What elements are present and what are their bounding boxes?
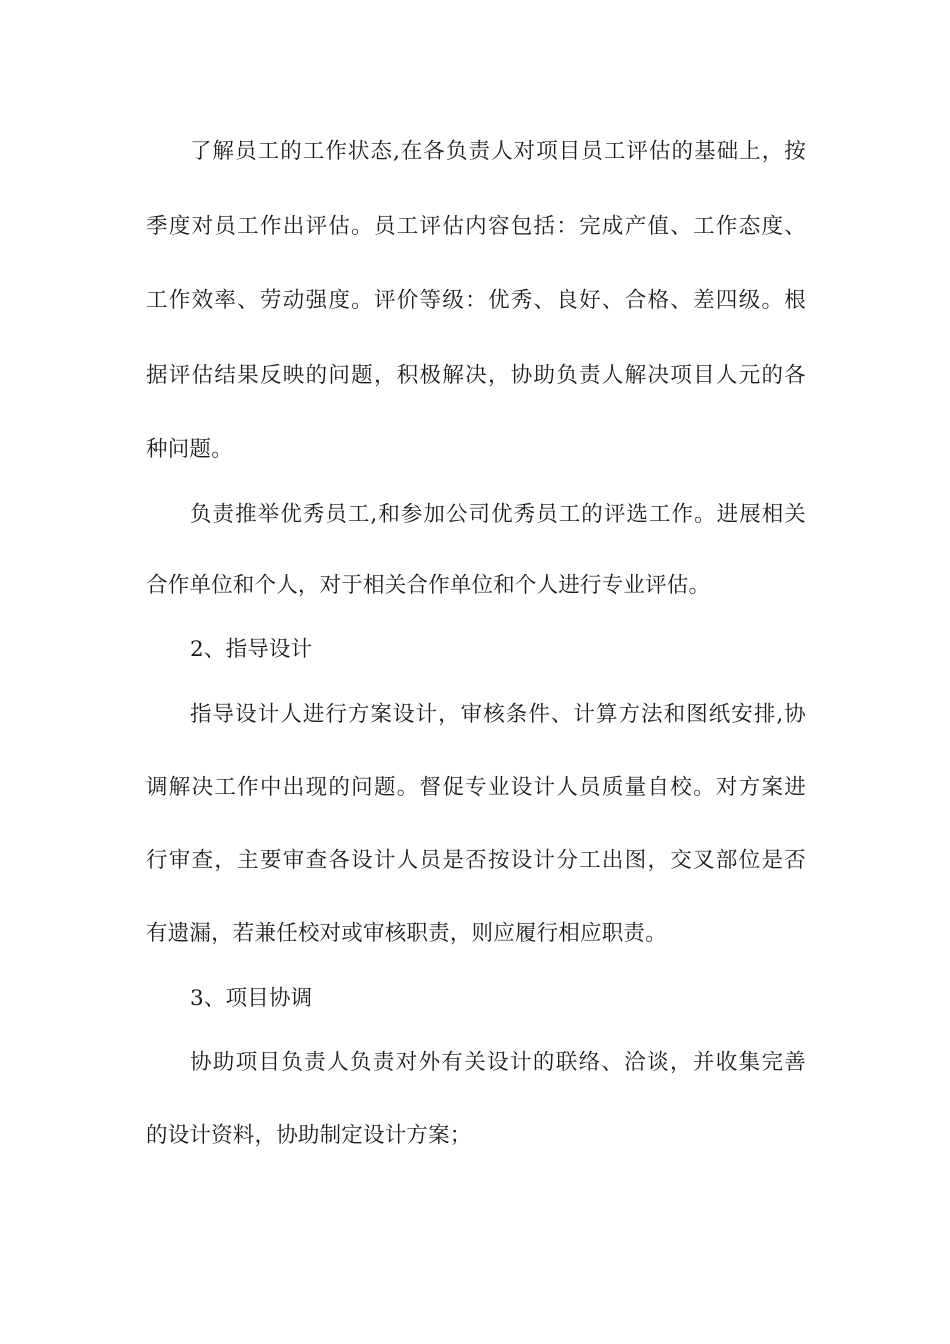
paragraph-3-line-3: 行审查，主要审查各设计人员是否按设计分工出图，交叉部位是否 <box>146 848 806 873</box>
paragraph-1-line-4: 据评估结果反映的问题，积极解决，协助负责人解决项目人元的各 <box>146 363 806 388</box>
paragraph-4-line-2: 的设计资料，协助制定设计方案； <box>146 1123 472 1148</box>
paragraph-3-line-1: 指导设计人进行方案设计，审核条件、计算方法和图纸安排,协 <box>190 702 806 727</box>
paragraph-4-line-1: 协助项目负责人负责对外有关设计的联络、洽谈，并收集完善 <box>190 1050 806 1075</box>
paragraph-2-line-1: 负责推举优秀员工,和参加公司优秀员工的评选工作。进展相关 <box>190 502 806 527</box>
paragraph-1-line-5: 种问题。 <box>146 437 233 462</box>
section-heading-2: 2、指导设计 <box>190 637 313 662</box>
section-heading-3: 3、项目协调 <box>190 986 313 1011</box>
paragraph-1-line-1: 了解员工的工作状态,在各负责人对项目员工评估的基础上，按 <box>190 139 806 164</box>
paragraph-1-line-2: 季度对员工作出评估。员工评估内容包括：完成产值、工作态度、 <box>146 214 806 239</box>
paragraph-3-line-2: 调解决工作中出现的问题。督促专业设计人员质量自校。对方案进 <box>146 775 806 800</box>
paragraph-1-line-3: 工作效率、劳动强度。评价等级：优秀、良好、合格、差四级。根 <box>146 288 806 313</box>
paragraph-3-line-4: 有遗漏，若兼任校对或审核职责，则应履行相应职责。 <box>146 921 667 946</box>
paragraph-2-line-2: 合作单位和个人，对于相关合作单位和个人进行专业评估。 <box>146 573 711 598</box>
